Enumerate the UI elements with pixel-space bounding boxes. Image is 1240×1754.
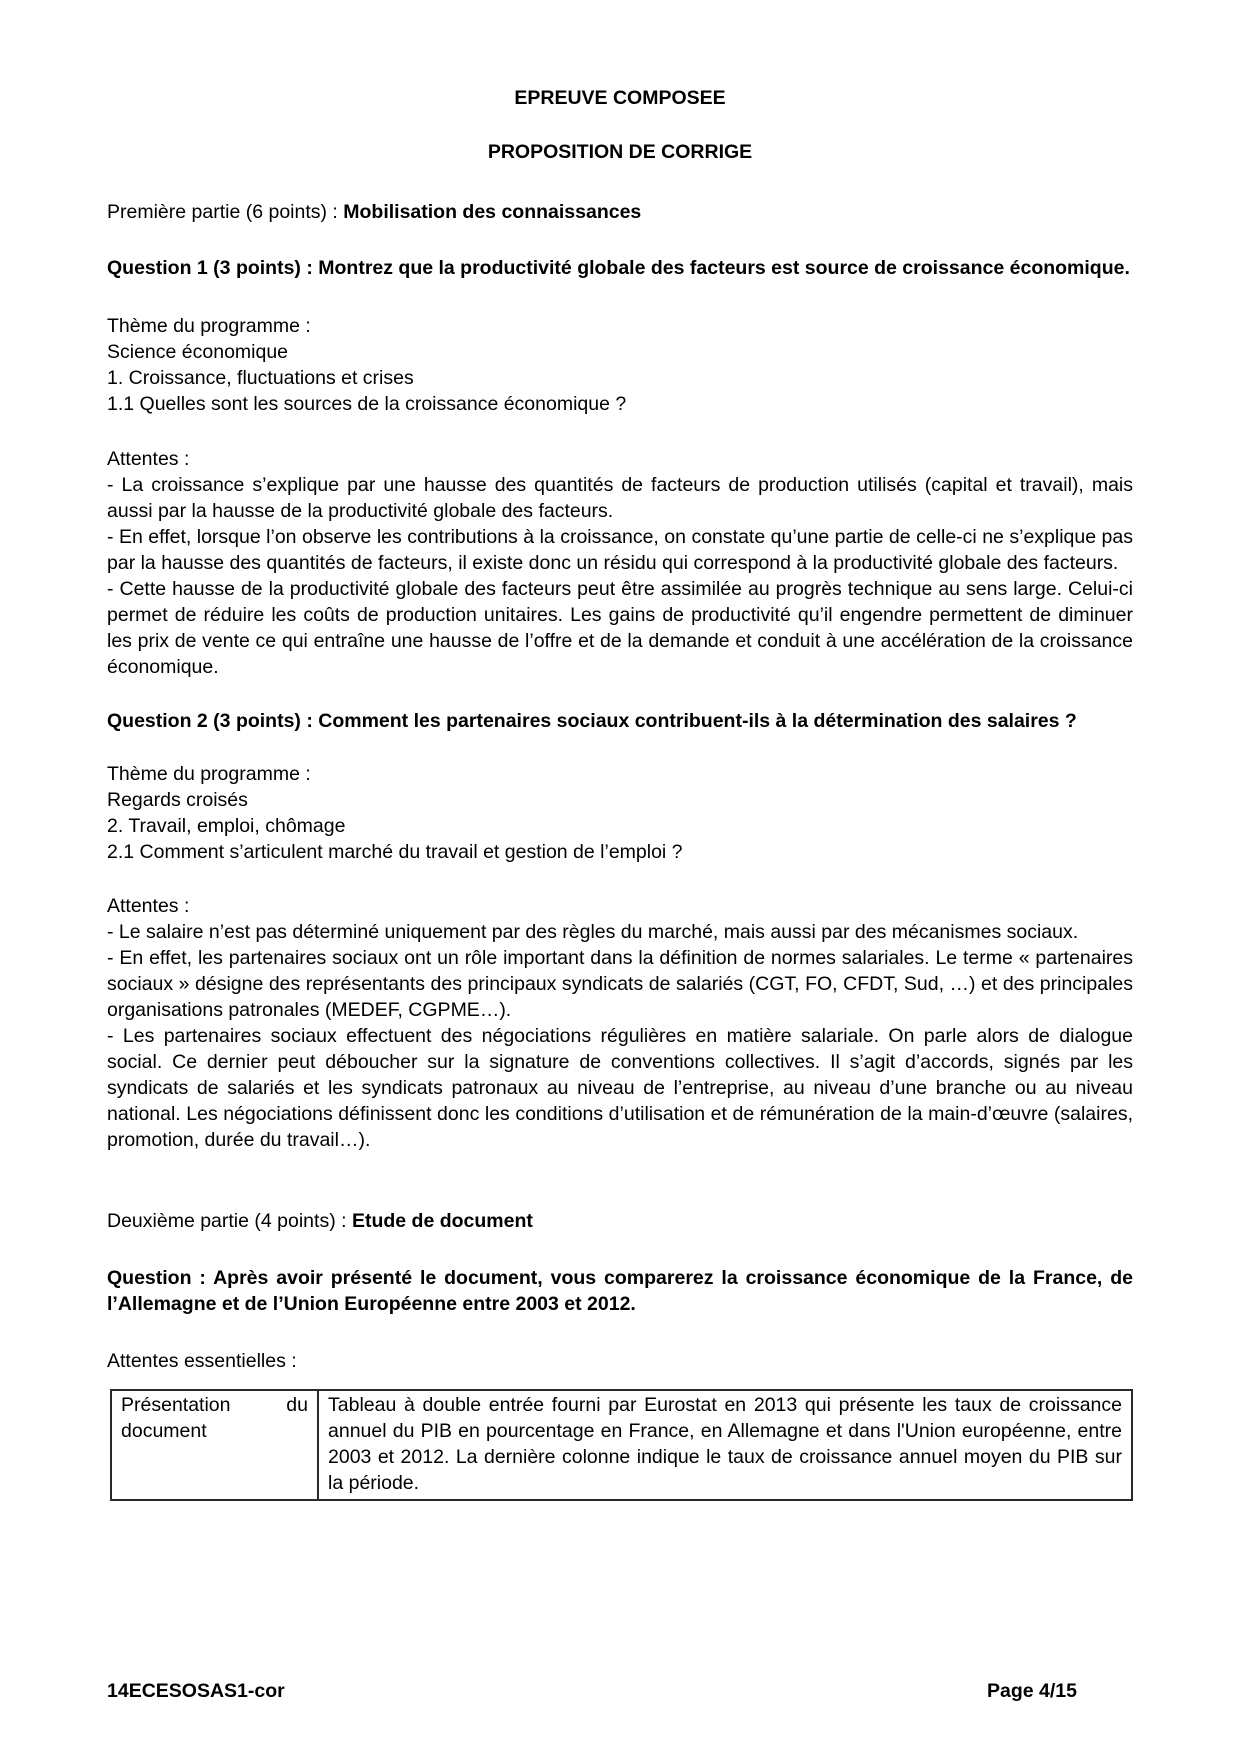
theme-line: 1.1 Quelles sont les sources de la croissance économique ?: [107, 393, 627, 415]
attentes-item: - En effet, lorsque l’on observe les contributions à la croissance, on constate qu’une partie de celle-ci ne s’explique pas par la hausse des quantités de facteurs, il existe donc un résidu qui correspond à la productivité globale des facteurs.: [107, 526, 1133, 574]
document-reference: 14ECESOSAS1-cor: [107, 1680, 285, 1702]
theme-line: 2. Travail, emploi, chômage: [107, 815, 346, 837]
document-title: EPREUVE COMPOSEE: [514, 87, 726, 109]
page-number: Page 4/15: [987, 1680, 1077, 1702]
question2-heading: Question 2 (3 points) : Comment les partenaires sociaux contribuent-ils à la détermination des salaires ?: [107, 710, 1077, 732]
attentes-item: - Les partenaires sociaux effectuent des négociations régulières en matière salariale. On parle alors de dialogue social. Ce dernier peut déboucher sur la signature de conventions collectives. Il s’agit d’accords, signés par les syndicats de salariés et les syndicats patronaux au niveau de l’entreprise, au niveau d’une branche ou au niveau national. Les négociations définissent donc les conditions d’utilisation et de rémunération de la main-d’œuvre (salaires, promotion, durée du travail…).: [107, 1025, 1133, 1151]
attentes-essentielles-label: Attentes essentielles :: [107, 1350, 297, 1372]
attentes-label: Attentes :: [107, 895, 190, 917]
part1-prefix: Première partie (6 points) :: [107, 201, 344, 223]
theme-line: 2.1 Comment s’articulent marché du travail et gestion de l’emploi ?: [107, 841, 683, 863]
part1-heading: [107, 199, 1133, 225]
attentes-item: - Cette hausse de la productivité globale des facteurs peut être assimilée au progrès technique au sens large. Celui-ci permet de réduire les coûts de production unitaires. Les gains de productivité qu’il engendre permettent de diminuer les prix de vente ce qui entraîne une hausse de l’offre et de la demande et conduit à une accélération de la croissance économique.: [107, 578, 1133, 678]
part2-title: Etude de document: [351, 1210, 533, 1232]
attentes-label: Attentes :: [107, 448, 190, 470]
question3-heading: Question : Après avoir présenté le document, vous comparerez la croissance économique de la France, de l’Allemagne et de l’Union Européenne entre 2003 et 2012.: [107, 1267, 1133, 1315]
question1-theme-block: [107, 313, 1133, 417]
question1-heading: Question 1 (3 points) : Montrez que la productivité globale des facteurs est source de croissance économique.: [107, 257, 1130, 279]
table-row: [111, 1390, 1132, 1500]
table-row-label-cell: Présentation du document: [111, 1390, 318, 1500]
attentes-item: - La croissance s’explique par une hausse des quantités de facteurs de production utilisés (capital et travail), mais aussi par la hausse de la productivité globale des facteurs.: [107, 474, 1133, 522]
presentation-table: [110, 1389, 1133, 1501]
attentes-item: - Le salaire n’est pas déterminé uniquement par des règles du marché, mais aussi par des mécanismes sociaux.: [107, 921, 1079, 943]
question1-attentes-block: [107, 446, 1133, 680]
part2-heading: [107, 1208, 1133, 1234]
theme-line: Science économique: [107, 341, 289, 363]
attentes-item: - En effet, les partenaires sociaux ont un rôle important dans la définition de normes salariales. Le terme « partenaires sociaux » désigne des représentants des principaux syndicats de salariés (CGT, FO, CFDT, Sud, …) et des principales organisations patronales (MEDEF, CGPME…).: [107, 947, 1133, 1021]
theme-label: Thème du programme :: [107, 763, 311, 785]
part1-title: Mobilisation des connaissances: [343, 201, 642, 223]
theme-line: 1. Croissance, fluctuations et crises: [107, 367, 414, 389]
theme-label: Thème du programme :: [107, 315, 311, 337]
document-subtitle: PROPOSITION DE CORRIGE: [487, 141, 753, 163]
part2-prefix: Deuxième partie (4 points) :: [107, 1210, 352, 1232]
question2-attentes-block: [107, 893, 1133, 1153]
theme-line: Regards croisés: [107, 789, 248, 811]
question2-theme-block: [107, 761, 1133, 865]
page-footer: [107, 1678, 1133, 1704]
table-row-content-cell: Tableau à double entrée fourni par Eurostat en 2013 qui présente les taux de croissance annuel du PIB en pourcentage en France, en Allemagne et dans l'Union européenne, entre 2003 et 2012. La dernière colonne indique le taux de croissance annuel moyen du PIB sur la période.: [318, 1390, 1132, 1500]
